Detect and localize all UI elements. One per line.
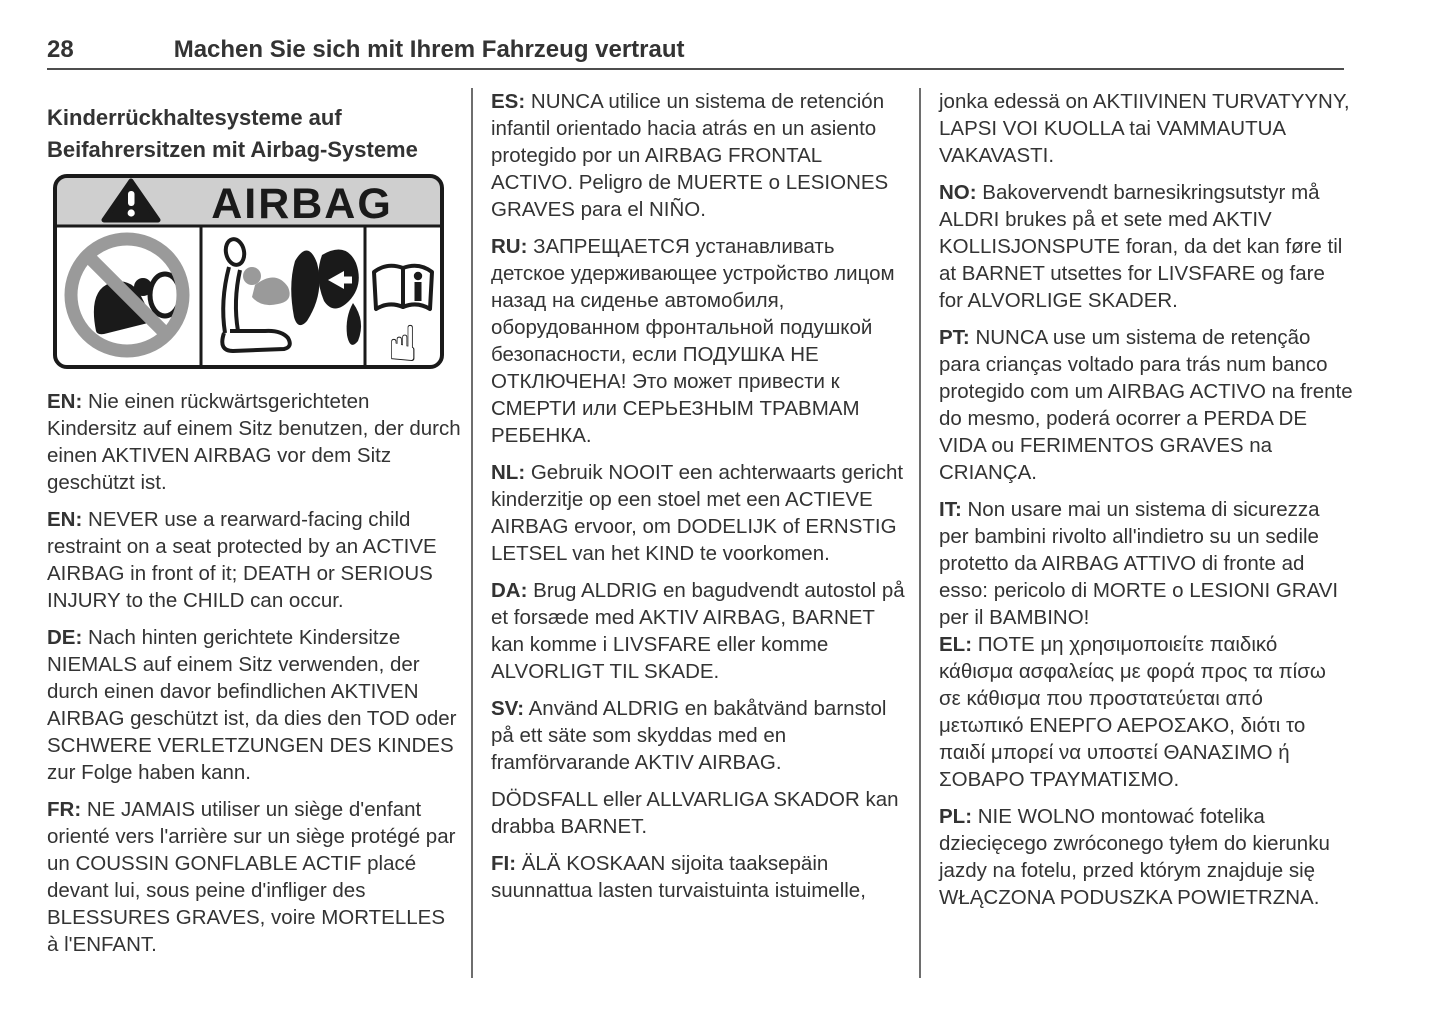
para-text: NIE WOLNO montować fotelika dziecięcego zwróconego tyłem do kierunku jazdy na fotelu, przed którym znajduje się WŁĄCZONA PODUSZKA POWIETRZNA.	[939, 805, 1330, 909]
para-en	[47, 506, 461, 614]
para-sv	[491, 695, 905, 776]
para-it	[939, 496, 1353, 631]
para-text: ЗАПРЕЩАЕТСЯ устанавливать детское удерживающее устройство лицом назад на сиденье автомобиля, оборудованном фронтальной подушкой безопасности, если ПОДУШКА НЕ ОТКЛЮЧЕНА! Это может привести к СМЕРТИ или СЕРЬЕЗНЫМ ТРАВМАМ РЕБЕНКА.	[491, 235, 895, 447]
para-no	[939, 179, 1353, 314]
column-divider-1	[471, 88, 473, 978]
lang-label: PL:	[939, 805, 973, 828]
airbag-label-title: AIRBAG	[211, 180, 393, 228]
airbag-warning-label	[52, 173, 445, 370]
lang-label: DE:	[47, 626, 83, 649]
lang-label: SV:	[491, 697, 525, 720]
lang-label: NO:	[939, 181, 977, 204]
para-en-de	[47, 388, 461, 496]
para-text: NUNCA use um sistema de retenção para crianças voltado para trás num banco protegido com um AIRBAG ACTIVO na frente do mesmo, poderá ocorrer a PERDA DE VIDA ou FERIMENTOS GRAVES na CRIANÇA.	[939, 326, 1353, 484]
pointing-hand-icon: ☝	[387, 315, 419, 370]
para-sv-cont	[491, 786, 905, 840]
para-fi-cont	[939, 88, 1353, 169]
lang-label: DA:	[491, 579, 528, 602]
column-2	[491, 88, 905, 978]
lang-label: EN:	[47, 508, 83, 531]
lang-label: FI:	[491, 852, 517, 875]
page-header	[47, 36, 1344, 70]
para-fr	[47, 796, 461, 958]
column-divider-2	[919, 88, 921, 978]
para-text: NEVER use a rearward-facing child restraint on a seat protected by an ACTIVE AIRBAG in front of it; DEATH or SERIOUS INJURY to the CHILD can occur.	[47, 508, 437, 612]
para-text: Bakovervendt barnesikringsutstyr må ALDRI brukes på et sete med AKTIV KOLLISJONSPUTE foran, da det kan føre til at BARNET utsettes for LIVSFARE og fare for ALVORLIGE SKADER.	[939, 181, 1343, 312]
para-text: Brug ALDRIG en bagudvendt autostol på et forsæde med AKTIV AIRBAG, BARNET kan komme i LIVSFARE eller komme ALVORLIGT TIL SKADE.	[491, 579, 905, 683]
lang-label: IT:	[939, 498, 962, 521]
para-text: ÄLÄ KOSKAAN sijoita taaksepäin suunnattua lasten turvaistuinta istuimelle,	[491, 852, 866, 902]
column-3	[939, 88, 1353, 978]
para-ru	[491, 233, 905, 449]
para-text: Använd ALDRIG en bakåtvänd barnstol på ett säte som skyddas med en framförvarande AKTIV AIRBAG.	[491, 697, 887, 774]
column-1	[47, 88, 461, 978]
para-text: ΠΟΤΕ μη χρησιμοποιείτε παιδικό κάθισμα ασφαλείας με φορά προς τα πίσω σε κάθισμα που προστατεύεται από μετωπικό ΕΝΕΡΓΟ ΑΕΡΟΣΑΚΟ, διότι το παιδί μπορεί να υποστεί ΘΑΝΑΣΙΜΟ ή ΣΟΒΑΡΟ ΤΡΑΥΜΑΤΙΣΜΟ.	[939, 633, 1326, 791]
lang-label: PT:	[939, 326, 970, 349]
para-pl	[939, 803, 1353, 911]
lang-label: ES:	[491, 90, 526, 113]
lang-label: EN:	[47, 390, 83, 413]
section-heading: Kinderrückhaltesysteme auf Beifahrersitzen mit Airbag-Systeme	[47, 105, 418, 162]
para-text: Gebruik NOOIT een achterwaarts gericht kinderzitje op een stoel met een ACTIEVE AIRBAG ervoor, om DODELIJK of ERNSTIG LETSEL van het KIND te voorkomen.	[491, 461, 904, 565]
lang-label: RU:	[491, 235, 528, 258]
para-nl	[491, 459, 905, 567]
para-text: jonka edessä on AKTIIVINEN TURVATYYNY, LAPSI VOI KUOLLA tai VAMMAUTUA VAKAVASTI.	[939, 90, 1350, 167]
consult-manual-icon	[374, 266, 432, 370]
lang-label: FR:	[47, 798, 82, 821]
page-content	[47, 88, 1445, 978]
para-da	[491, 577, 905, 685]
para-text: Non usare mai un sistema di sicurezza per bambini rivolto all'indietro su un sedile protetto da AIRBAG ATTIVO di fronte ad esso: pericolo di MORTE o LESIONI GRAVI per il BAMBINO!	[939, 498, 1339, 629]
para-fi	[491, 850, 905, 904]
lang-label: NL:	[491, 461, 526, 484]
para-de	[47, 624, 461, 786]
para-text: NE JAMAIS utiliser un siège d'enfant orienté vers l'arrière sur un siège protégé par un COUSSIN GONFLABLE ACTIF placé devant lui, sous peine d'infliger des BLESSURES GRAVES, voire MORTELLES à l'ENFANT.	[47, 798, 456, 956]
para-es	[491, 88, 905, 223]
para-text: NUNCA utilice un sistema de retención infantil orientado hacia atrás en un asiento protegido por un AIRBAG FRONTAL ACTIVO. Peligro de MUERTE o LESIONES GRAVES para el NIÑO.	[491, 90, 889, 221]
no-rearward-child-seat-icon	[71, 239, 183, 351]
page-title: Machen Sie sich mit Ihrem Fahrzeug vertraut	[173, 36, 685, 63]
para-el	[939, 631, 1353, 793]
para-pt	[939, 324, 1353, 486]
lang-label: EL:	[939, 633, 973, 656]
page-number: 28	[47, 36, 74, 63]
para-text: DÖDSFALL eller ALLVARLIGA SKADOR kan drabba BARNET.	[491, 788, 899, 838]
para-text: Nie einen rückwärtsgerichteten Kindersitz auf einem Sitz benutzen, der durch einen AKTIVEN AIRBAG vor dem Sitz geschützt ist.	[47, 390, 461, 494]
airbag-deployment-icon	[222, 237, 361, 351]
para-text: Nach hinten gerichtete Kindersitze NIEMALS auf einem Sitz verwenden, der durch einen davor befindlichen AKTIVEN AIRBAG geschützt ist, da dies den TOD oder SCHWERE VERLETZUNGEN DES KINDES zur Folge haben kann.	[47, 626, 457, 784]
